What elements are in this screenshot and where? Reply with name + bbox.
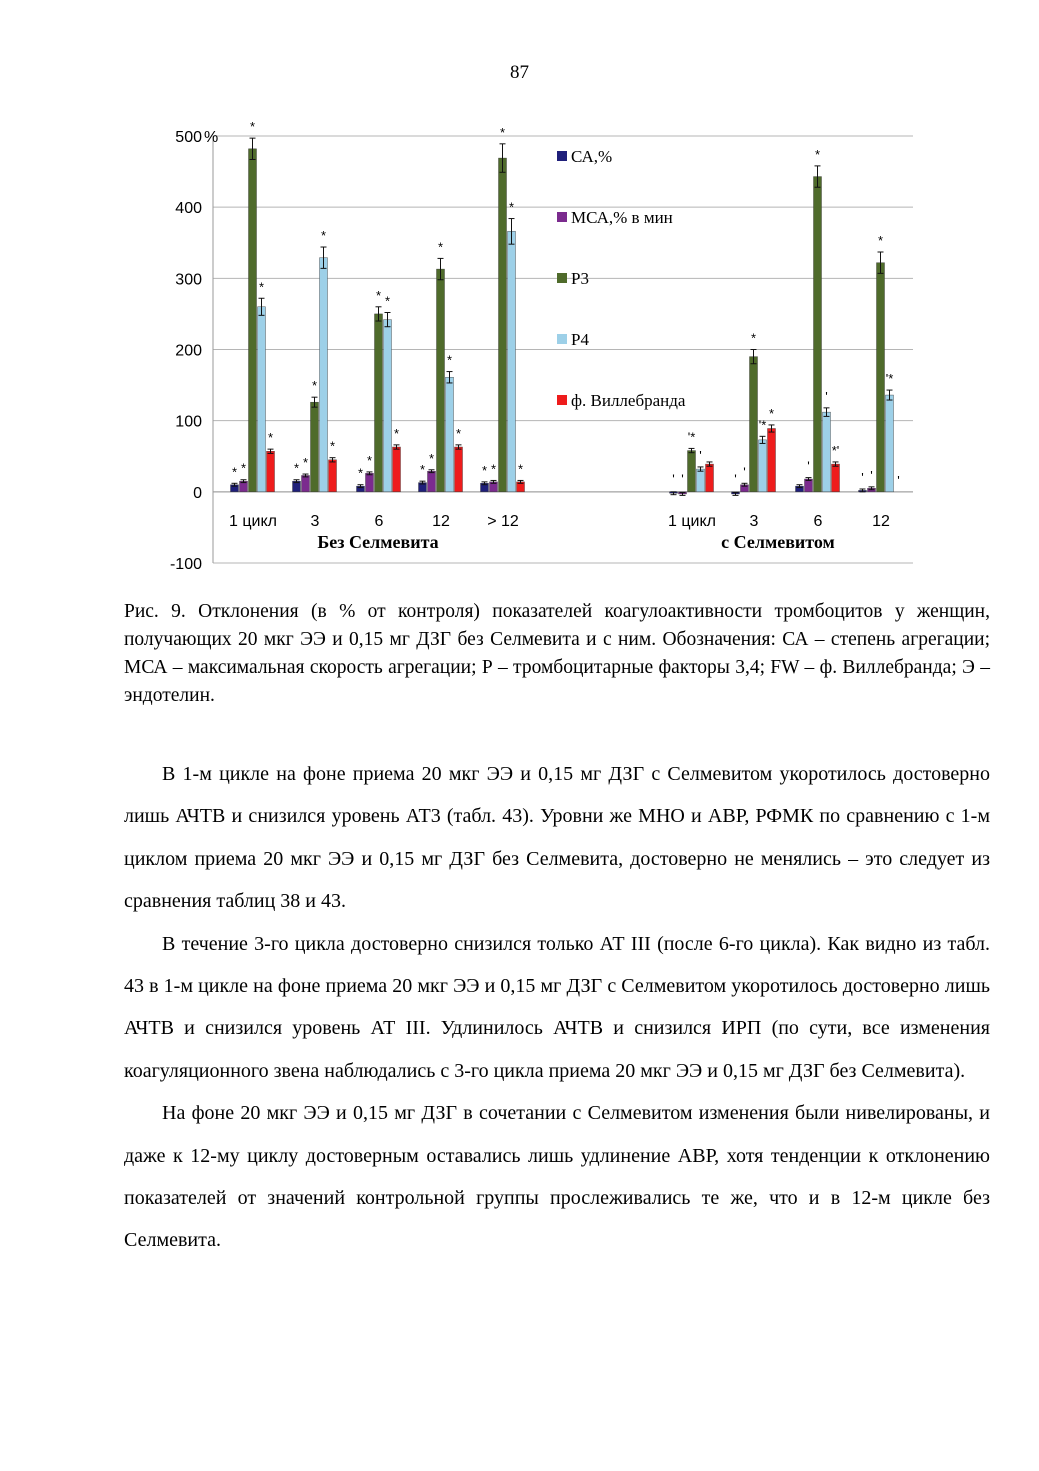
x-tick-label: 1 цикл xyxy=(668,513,716,530)
significance-mark: * xyxy=(366,452,373,468)
bar xyxy=(384,320,392,492)
bar xyxy=(375,314,383,492)
bar xyxy=(446,377,454,492)
significance-mark: * xyxy=(293,460,300,476)
significance-mark: * xyxy=(437,239,444,255)
significance-mark: * xyxy=(357,465,364,481)
bar xyxy=(688,451,696,492)
bar xyxy=(750,357,758,492)
significance-mark: ' xyxy=(672,471,675,487)
x-tick-label: 3 xyxy=(310,513,320,530)
bar xyxy=(877,263,885,492)
legend-swatch xyxy=(557,395,567,405)
significance-mark: * xyxy=(419,462,426,478)
significance-mark: * xyxy=(768,405,775,421)
y-tick-label: 400 xyxy=(175,200,202,218)
significance-mark: * xyxy=(455,425,462,441)
significance-mark: * xyxy=(499,124,506,140)
significance-mark: * xyxy=(320,228,327,244)
significance-mark: * xyxy=(249,119,256,135)
bar xyxy=(508,231,516,491)
significance-mark: '* xyxy=(885,371,894,387)
bar xyxy=(366,473,374,492)
significance-mark: * xyxy=(490,461,497,477)
significance-mark: * xyxy=(428,450,435,466)
significance-mark: '* xyxy=(687,429,696,445)
figure-caption: Рис. 9. Отклонения (в % от контроля) показателей коагулоактивности тромбоцитов у женщин, получающих 20 мкг ЭЭ и 0,15 мг ДЗГ без Селмевита и с ним. Обозначения: СА – степень агрегации; МСА – максимальная скорость агрегации; Р – тромбоцитарные факторы 3,4; FW – ф. Виллебранда; Э – эндотелин. xyxy=(124,601,990,706)
legend-swatch xyxy=(557,151,567,161)
legend-label: СА,% xyxy=(571,147,613,166)
bar xyxy=(302,475,310,491)
significance-mark: * xyxy=(311,378,318,394)
significance-mark: *' xyxy=(831,442,840,458)
bar xyxy=(814,177,822,492)
significance-mark: * xyxy=(814,146,821,162)
bar xyxy=(886,395,894,492)
significance-mark: ' xyxy=(734,471,737,487)
significance-mark: ' xyxy=(861,469,864,485)
bar xyxy=(706,464,714,492)
bar xyxy=(437,269,445,492)
significance-mark: * xyxy=(384,293,391,309)
significance-mark: * xyxy=(258,279,265,295)
bar xyxy=(320,258,328,492)
legend-label: МСА,% в мин xyxy=(571,208,673,227)
significance-mark: * xyxy=(517,461,524,477)
x-tick-label: 6 xyxy=(374,513,384,530)
significance-mark: * xyxy=(302,455,309,471)
page-number: 87 xyxy=(510,62,529,83)
paragraph-1: В 1-м цикле на фоне приема 20 мкг ЭЭ и 0,15 мг ДЗГ с Селмевитом укоротилось достоверно лишь АЧТВ и снизился уровень АТ3 (табл. 43). Уровни же МНО и АВР, РФМК по сравнению с 1-м циклом приема 20 мкг ЭЭ и 0,15 мг ДЗГ без Селмевита, достоверно не менялись – это следует из сравнения таблиц 38 и 43. xyxy=(124,763,990,913)
significance-mark: * xyxy=(329,438,336,454)
y-tick-label: -100 xyxy=(169,556,202,573)
y-tick-label: 300 xyxy=(175,271,202,289)
bar-chart xyxy=(160,118,930,578)
bar xyxy=(258,307,266,492)
legend-swatch xyxy=(557,212,567,222)
significance-mark: * xyxy=(508,199,515,215)
y-unit-label: % xyxy=(204,129,219,146)
significance-mark: ' xyxy=(807,458,810,474)
significance-mark: * xyxy=(231,464,238,480)
significance-mark: ' xyxy=(699,447,702,463)
legend-swatch xyxy=(557,273,567,283)
significance-mark: * xyxy=(750,330,757,346)
significance-mark: * xyxy=(240,460,247,476)
y-tick-label: 0 xyxy=(193,484,202,502)
bar xyxy=(768,428,776,491)
bar xyxy=(249,149,257,492)
bar xyxy=(499,158,507,492)
x-tick-label: 3 xyxy=(749,513,759,530)
x-tick-label: > 12 xyxy=(487,513,519,530)
paragraph-3: На фоне 20 мкг ЭЭ и 0,15 мг ДЗГ в сочетании с Селмевитом изменения были нивелированы, и даже к 12-му циклу достоверным оставались лишь удлинение АВР, хотя тенденции к отклонению показателей от значений контрольной группы прослеживались те же, что и в 12-м цикле без Селмевита. xyxy=(124,1102,990,1252)
significance-mark: * xyxy=(877,233,884,249)
significance-mark: '* xyxy=(758,417,767,433)
y-tick-label: 500 xyxy=(175,129,202,146)
legend-label: Р3 xyxy=(571,269,589,288)
paragraph-2: В течение 3-го цикла достоверно снизился только АТ III (после 6-го цикла). Как видно из табл. 43 в 1-м цикле на фоне приема 20 мкг ЭЭ и 0,15 мг ДЗГ с Селмевитом укоротилось достоверно лишь АЧТВ и снизился уровень АТ III. Удлинилось АЧТВ и снизился ИРП (по сути, все изменения коагуляционного звена наблюдались с 3-го цикла приема 20 мкг ЭЭ и 0,15 мг ДЗГ без Селмевита). xyxy=(124,932,990,1082)
significance-mark: ' xyxy=(825,388,828,404)
bar xyxy=(267,451,275,492)
group-label: Без Селмевита xyxy=(317,532,439,552)
bar xyxy=(455,447,463,492)
significance-mark: ' xyxy=(743,464,746,480)
x-tick-label: 6 xyxy=(813,513,823,530)
x-tick-label: 12 xyxy=(872,513,890,530)
legend-label: Р4 xyxy=(571,330,589,349)
y-tick-label: 200 xyxy=(175,342,202,360)
bar xyxy=(428,471,436,492)
significance-mark: ' xyxy=(681,471,684,487)
y-tick-label: 100 xyxy=(175,413,202,431)
significance-mark: * xyxy=(446,352,453,368)
x-tick-label: 1 цикл xyxy=(229,513,277,530)
significance-mark: ' xyxy=(897,472,900,488)
bar xyxy=(697,469,705,492)
legend-label: ф. Виллебранда xyxy=(571,391,686,410)
significance-mark: * xyxy=(267,430,274,446)
x-tick-label: 12 xyxy=(432,513,450,530)
body-text xyxy=(124,753,990,1262)
bar xyxy=(311,402,319,492)
group-label: с Селмевитом xyxy=(721,532,835,552)
bar xyxy=(759,440,767,492)
legend-swatch xyxy=(557,334,567,344)
significance-mark: * xyxy=(481,462,488,478)
bar xyxy=(329,460,337,492)
bar xyxy=(832,464,840,492)
bar xyxy=(393,447,401,492)
significance-mark: * xyxy=(375,287,382,303)
significance-mark: * xyxy=(393,425,400,441)
bar xyxy=(823,412,831,492)
significance-mark: ' xyxy=(870,467,873,483)
